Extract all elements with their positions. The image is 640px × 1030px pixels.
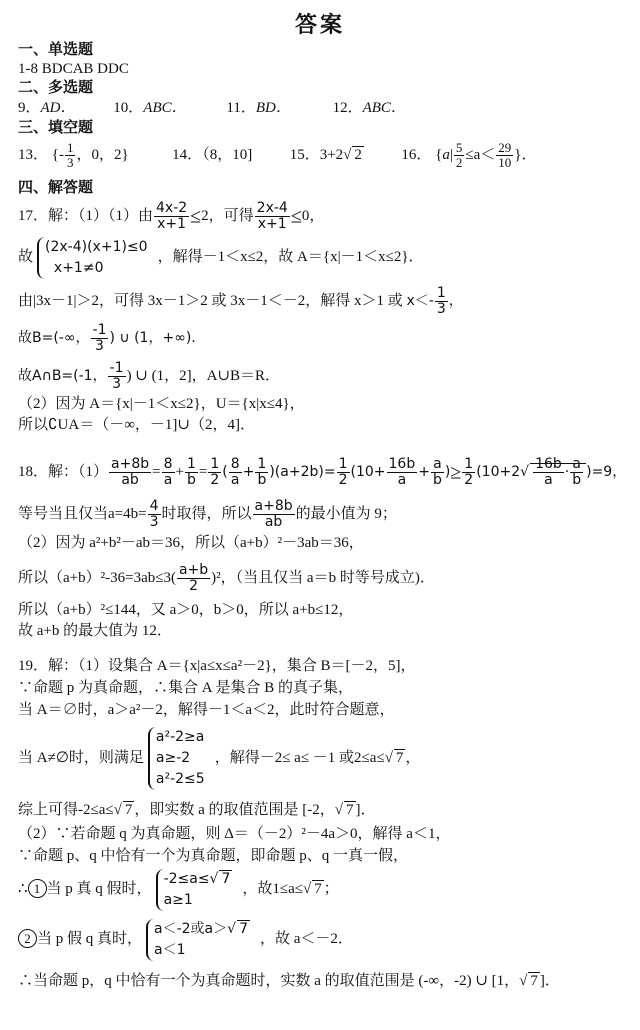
p17-line1: 17．解：（1）（1）由 $\frac{4x-2}{x+1}$ ≤2，可得 $\frac{2x-4}{x+1}$ ≤0， (18, 200, 325, 233)
p17-line2: 故 (2x-4)(x+1)≤0 x+1≠0 ，解得－1＜x≤2，故 A＝{x|－1＜x≤2}． (18, 234, 632, 280)
p18-line1: 18．解：（1） $\frac{a+8b}{ab}$ = $\frac{8}{a}$ + $\frac{1}{b}$ = $\frac{1}{2}$ ( $\frac{8}{a}$ + $\frac{1}{b}$ )(a+2b)= $\frac{1}{2}$ (10+ $\frac{16b}{a}$ + $\frac{a}{b}$ )≥ $\frac{1}{2}$ (10+2√ $\frac{16b}{a}$ · $\frac{a}{b}$ )=9， (18, 455, 627, 489)
q13-answer: {- $\frac{1}{3}$ ，0，2} (51, 140, 129, 171)
p19-line7: ∵命题 p、q 中恰有一个为真命题，即命题 p、q 一真一假， (18, 848, 409, 864)
q15-label: 15． (289, 147, 320, 163)
p18-line3: （2）因为 a²+b²－ab＝36，所以（a+b）²－3ab＝36， (18, 535, 364, 551)
section-heading-fill-in: 三、填空题 (18, 120, 94, 136)
p18-line5: 所以（a+b）²≤144，又 a＞0，b＞0，所以 a+b≤12， (18, 602, 354, 618)
q15-answer: 3+2 (319, 147, 344, 163)
p19-line10: ∴当命题 p，q 中恰有一个为真命题时，实数 a 的取值范围是 (-∞，-2) ∪ [1，√ 7 ]． (18, 973, 560, 989)
q16-answer: {a| $\frac{5}{2}$ ≤a＜ $\frac{29}{10}$ }． (435, 140, 537, 171)
page-title: 答案 (294, 12, 345, 38)
q9-answer: AD． (40, 100, 76, 116)
p19-line1: 19．解：（1）设集合 A＝{x|a≤x≤a²－2}，集合 B＝[－2，5]， (18, 658, 416, 674)
p19-line8: ∴ 1 当 p 真 q 假时， -2≤a≤√ 7 a≥1 ，故1≤a≤√ 7 ； (18, 864, 632, 914)
q12-answer: ABC． (362, 100, 406, 116)
q10-label: 10． (113, 100, 144, 116)
section-heading-solutions: 四、解答题 (18, 180, 94, 196)
p17-line6: （2）因为 A＝{x|－1＜x≤2}，U＝{x|x≤4}， (18, 396, 305, 412)
p17-line4: 故B=(-∞， $\frac{-1}{3}$ ) ∪ (1，+∞)． (18, 322, 206, 355)
p19-line4: 当 A≠∅时，则满足 a²-2≥a a≥-2 a²-2≤5 ，解得－2≤ a≤ －1 或2≤a≤√ 7 ， (18, 718, 632, 798)
q16-label: 16． (401, 147, 432, 163)
p18-line6: 故 a+b 的最大值为 12． (18, 623, 172, 639)
q12-label: 12． (332, 100, 363, 116)
multi-choice-answers (18, 98, 632, 118)
section-heading-single-choice: 一、单选题 (18, 42, 94, 58)
p19-line3: 当 A＝∅时，a＞a²－2，解得－1＜a＜2，此时符合题意， (18, 702, 395, 718)
q14-label: 14． (172, 147, 203, 163)
q13-label: 13． (18, 147, 49, 163)
p17-line7: 所以∁UA＝（－∞，－1]∪（2，4]． (18, 417, 255, 433)
p19-line6: （2）∵若命题 q 为真命题，则 Δ＝（－2）²－4a＞0，解得 a＜1， (18, 826, 451, 842)
q11-answer: BD． (255, 100, 291, 116)
p18-line4: 所以（a+b）²-36=3ab≤3( $\frac{a+b}{2}$ )²，（当且仅当 a＝b 时等号成立)． (18, 562, 435, 595)
p17-line5: 故A∩B=(-1， $\frac{-1}{3}$ ) ∪ (1，2]，A∪B＝R． (18, 360, 281, 393)
fill-in-answers: 13． {- $\frac{1}{3}$ ，0，2} 14．（8，10] 15．3+2√ 2 16． {a| $\frac{5}{2}$ ≤a＜ $\frac{29}{10}$ }． (18, 140, 537, 171)
p18-line2: 等号当且仅当a=4b= $\frac{4}{3}$ 时取得，所以 $\frac{a+8b}{ab}$ 的最小值为 9； (18, 498, 397, 531)
single-choice-answers: 1-8 BDCAB DDC (18, 61, 129, 77)
p17-line3: 由|3x－1|＞2，可得 3x－1＞2 或 3x－1＜－2，解得 x＞1 或 x＜- $\frac{1}{3}$ ， (18, 284, 463, 317)
p19-line2: ∵命题 p 为真命题，∴集合 A 是集合 B 的真子集， (18, 680, 354, 696)
q11-label: 11． (226, 100, 256, 116)
section-heading-multi-choice: 二、多选题 (18, 80, 94, 96)
q9-label: 9． (18, 100, 41, 116)
q10-answer: ABC． (143, 100, 187, 116)
p19-line9: 2 当 p 假 q 真时， a＜-2或a＞√ 7 a＜1 ，故 a＜－2． (18, 914, 632, 964)
p19-line5: 综上可得-2≤a≤√ 7 ，即实数 a 的取值范围是 [-2，√ 7 ]． (18, 802, 376, 818)
q14-answer: （8，10] (202, 147, 253, 163)
